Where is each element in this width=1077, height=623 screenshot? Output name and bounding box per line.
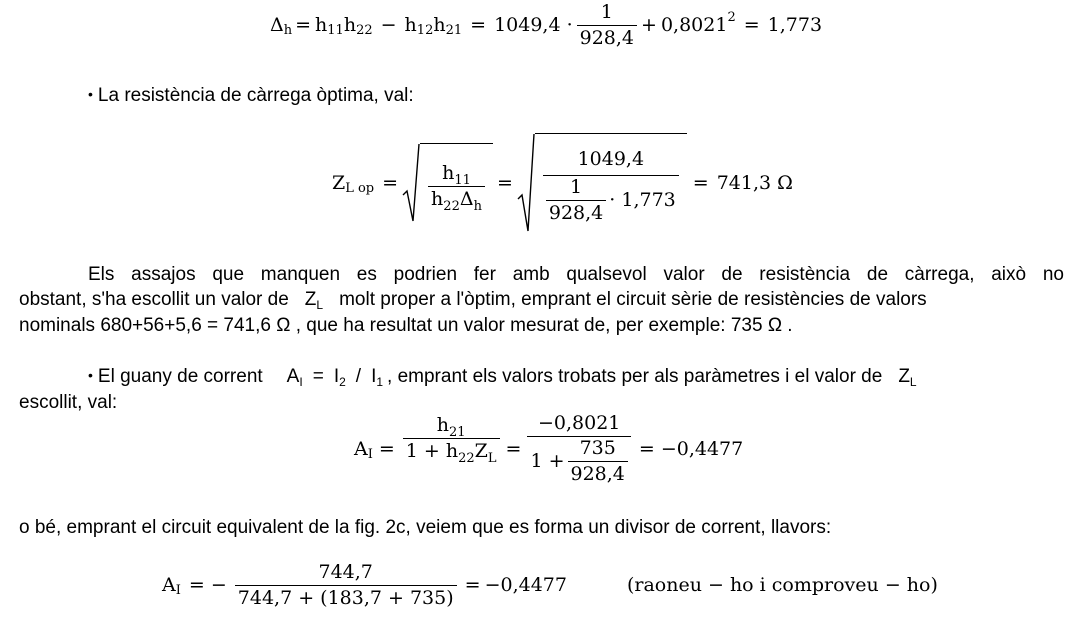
delta-symbol: Δ: [270, 14, 284, 36]
bullet-current-gain-line2: escollit, val:: [19, 392, 118, 413]
ai-divider-equation: A I = − $\frac{744,7}{744,7 + (183,7 + 735)}$ = −0,4477 (raoneu − ho i comproveu − ho): [162, 561, 938, 609]
bullet-icon: •: [88, 367, 93, 383]
para-assays-line3: nominals 680+56+5,6 = 741,6 Ω , que ha resultat un valor mesurat de, per exemple: 735 Ω .: [19, 315, 793, 336]
ai-divider-result: −0,4477: [484, 574, 567, 596]
radical-sign-icon: [517, 133, 535, 233]
ai-equation: A I = $\frac{h_{21}}{1 + h_{22}Z_L}$ = −0,8021 1 + $\frac{735}{928,4}$ = −0,4477: [354, 412, 744, 485]
ai-result: −0,4477: [660, 437, 744, 460]
delta-h-equation: Δ h = h 11 h 22 − h 12 h 21 = 1049,4 · $\frac{1}{928,4}$ + 0,8021 2 = 1,773: [270, 1, 823, 49]
radical-sign-icon: [402, 143, 420, 223]
sqrt-1: $\frac{h_{11}}{h_{22}\Delta_h}$: [402, 143, 493, 223]
reasoning-note: (raoneu − ho i comproveu − ho): [626, 574, 938, 596]
bullet-icon: •: [88, 86, 93, 102]
delta-h-result: 1,773: [767, 14, 823, 36]
para-assays-line2: obstant, s'ha escollit un valor de $Z_L$ molt proper a l'òptim, emprant el circuit sèrie de resistències de valors: [19, 289, 927, 312]
para-assays-line1: Els assajos que manquen es podrien fer amb qualsevol valor de resistència de càrrega, això no: [88, 264, 1064, 285]
zl-op-equation: Z L op = $\frac{h_{11}}{h_{22}\Delta_h}$ = 1049,4 $\frac{1}{928,4}$ · 1,773 = 741,3 Ω: [332, 133, 793, 233]
bullet-current-gain: • El guany de corrent $A_I = I_2 / I_1$ , emprant els valors trobats per als paràmetres i el valor de $Z_L$: [88, 366, 917, 389]
bullet-optimal-load: • La resistència de càrrega òptima, val:: [88, 85, 414, 106]
sqrt-2: 1049,4 $\frac{1}{928,4}$ · 1,773: [517, 133, 687, 233]
zl-op-result: 741,3 Ω: [716, 171, 793, 194]
para-current-divider: o bé, emprant el circuit equivalent de la fig. 2c, veiem que es forma un divisor de corrent, llavors:: [19, 517, 832, 538]
fraction-1-over-928: $\frac{1}{928,4}$: [577, 3, 637, 48]
